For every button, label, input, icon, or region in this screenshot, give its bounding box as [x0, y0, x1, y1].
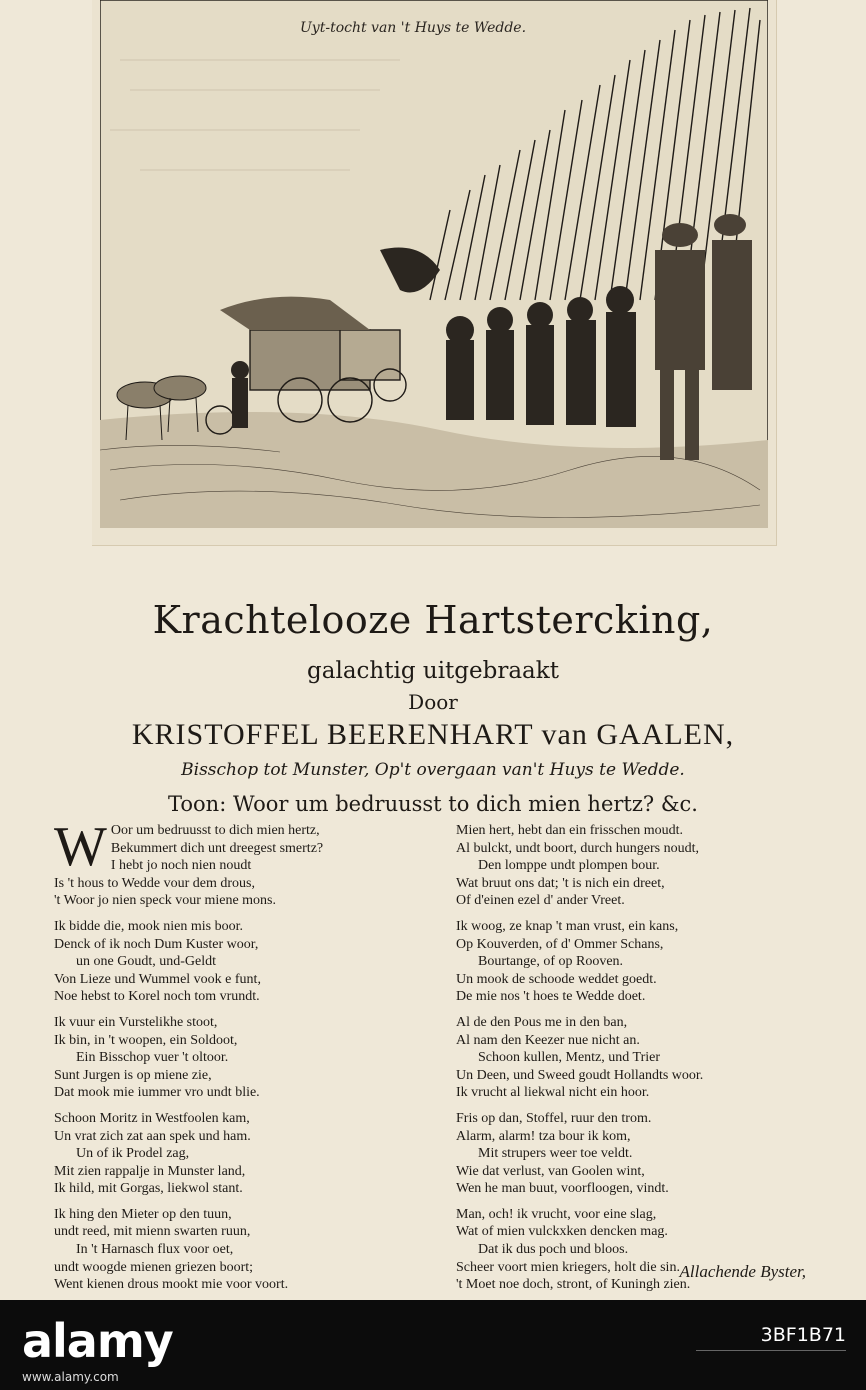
- poem-left-column: [54, 816, 424, 1300]
- verse-line: Denck of ik noch Dum Kuster woor,: [54, 936, 259, 952]
- stanza: [54, 918, 424, 1006]
- verse-line: Un of ik Prodel zag,: [76, 1146, 190, 1162]
- verse-line: undt woogde mienen griezen boort;: [54, 1259, 254, 1275]
- verse-line: Oor um bedruusst to dich mien hertz,: [110, 823, 320, 838]
- verse-line: Mien hert, hebt dan ein frisschen moudt.: [456, 823, 684, 838]
- verse-line: Dat mook mie iummer vro undt blie.: [54, 1085, 260, 1101]
- verse-line: Wat bruut ons dat; 't is nich ein dreet,: [456, 875, 665, 891]
- verse-line: 't Woor jo nien speck vour miene mons.: [54, 893, 276, 909]
- verse-line: Scheer voort mien kriegers, holt die sin.: [456, 1259, 680, 1275]
- drop-cap: W: [54, 816, 107, 878]
- verse-line: Sunt Jurgen is op miene zie,: [54, 1067, 212, 1083]
- author-role: Bisschop tot Munster, Op't overgaan van't Huys te Wedde.: [181, 760, 685, 780]
- verse-line: Bekummert dich unt dreegest smertz?: [110, 840, 324, 856]
- poem-right-column: [456, 822, 826, 1300]
- engraving-illustration: [100, 0, 768, 528]
- brand-url: www.alamy.com: [22, 1370, 119, 1384]
- stanza: [54, 816, 424, 910]
- verse-line: Ik woog, ze knap 't man vrust, ein kans,: [456, 918, 679, 934]
- tune-line: Toon: Woor um bedruusst to dich mien hertz? &c.: [168, 792, 698, 816]
- author-name: KRISTOFFEL BEERENHART van GAALEN,: [131, 718, 735, 751]
- verse-line: Ik hing den Mieter op den tuun,: [54, 1206, 232, 1222]
- subtitle: galachtig uitgebraakt: [307, 658, 559, 684]
- verse-line: Un mook de schoode weddet goedt.: [456, 971, 657, 987]
- verse-line: Al de den Pous me in den ban,: [456, 1014, 628, 1030]
- verse-line: Fris op dan, Stoffel, ruur den trom.: [456, 1110, 652, 1126]
- verse-line: Mit strupers weer toe veldt.: [478, 1146, 633, 1162]
- verse-line: Al nam den Keezer nue nicht an.: [456, 1032, 640, 1048]
- verse-line: Op Kouverden, of d' Ommer Schans,: [456, 936, 664, 952]
- verse-line: Bourtange, of op Rooven.: [478, 954, 624, 970]
- verse-line: undt reed, mit mienn swarten ruun,: [54, 1224, 251, 1240]
- stanza: [54, 1206, 424, 1294]
- verse-line: Un Deen, und Sweed goudt Hollandts woor.: [456, 1067, 704, 1083]
- verse-line: Wat of mien vulckxken dencken mag.: [456, 1224, 668, 1240]
- engraving-caption: Uyt-tocht van 't Huys te Wedde.: [300, 20, 527, 36]
- verse-line: Of d'einen ezel d' ander Vreet.: [456, 893, 625, 909]
- signature: Allachende Byster,: [679, 1262, 806, 1281]
- verse-line: Is 't hous to Wedde vour dem drous,: [54, 875, 256, 891]
- verse-line: Al bulckt, undt boort, durch hungers noudt,: [456, 840, 700, 856]
- watermark-bar: [0, 1300, 866, 1390]
- verse-line: Von Lieze und Wummel vook e funt,: [54, 971, 261, 987]
- verse-line: Ein Bisschop vuer 't oltoor.: [76, 1050, 229, 1066]
- verse-line: I hebt jo noch nien noudt: [110, 858, 252, 874]
- verse-line: Wie dat verlust, van Goolen wint,: [456, 1163, 645, 1179]
- by-line: Door: [408, 690, 458, 714]
- verse-line: Mit zien rappalje in Munster land,: [54, 1163, 246, 1179]
- verse-line: Dat ik dus poch und bloos.: [478, 1242, 629, 1258]
- verse-line: Went kienen drous mookt mie voor voort.: [54, 1277, 289, 1293]
- verse-line: Den lomppe undt plompen bour.: [478, 858, 660, 874]
- verse-line: De mie nos 't hoes te Wedde doet.: [456, 989, 646, 1005]
- verse-line: Noe hebst to Korel noch tom vrundt.: [54, 989, 260, 1005]
- verse-line: In 't Harnasch flux voor oet,: [76, 1242, 234, 1258]
- stanza: [456, 918, 826, 1006]
- verse-line: un one Goudt, und-Geldt: [76, 954, 216, 970]
- verse-line: Ik hild, mit Gorgas, liekwol stant.: [54, 1181, 243, 1197]
- verse-line: Man, och! ik vrucht, voor eine slag,: [456, 1206, 657, 1222]
- verse-line: Ik bidde die, mook nien mis boor.: [54, 918, 243, 934]
- stanza: [456, 1110, 826, 1198]
- verse-line: Ik vuur ein Vurstelikhe stoot,: [54, 1014, 218, 1030]
- verse-line: Wen he man buut, voorfloogen, vindt.: [456, 1181, 669, 1197]
- verse-line: Ik bin, in 't woopen, ein Soldoot,: [54, 1032, 238, 1048]
- verse-line: Schoon Moritz in Westfoolen kam,: [54, 1110, 250, 1126]
- stanza: [54, 1110, 424, 1198]
- stanza: [54, 1014, 424, 1102]
- verse-line: 't Moet noe doch, stront, of Kuningh zien.: [456, 1277, 691, 1293]
- stanza: [456, 822, 826, 910]
- verse-line: Ik vrucht al liekwal nicht ein hoor.: [456, 1085, 650, 1101]
- divider: [696, 1350, 846, 1351]
- stanza: [456, 1014, 826, 1102]
- verse-line: Schoon kullen, Mentz, und Trier: [478, 1050, 660, 1066]
- brand-logo: alamy: [22, 1314, 173, 1368]
- verse-line: Alarm, alarm! tza bour ik kom,: [456, 1128, 631, 1144]
- verse-line: Un vrat zich zat aan spek und ham.: [54, 1128, 251, 1144]
- main-title: Krachtelooze Hartstercking,: [152, 598, 714, 642]
- image-id: 3BF1B71: [760, 1324, 846, 1346]
